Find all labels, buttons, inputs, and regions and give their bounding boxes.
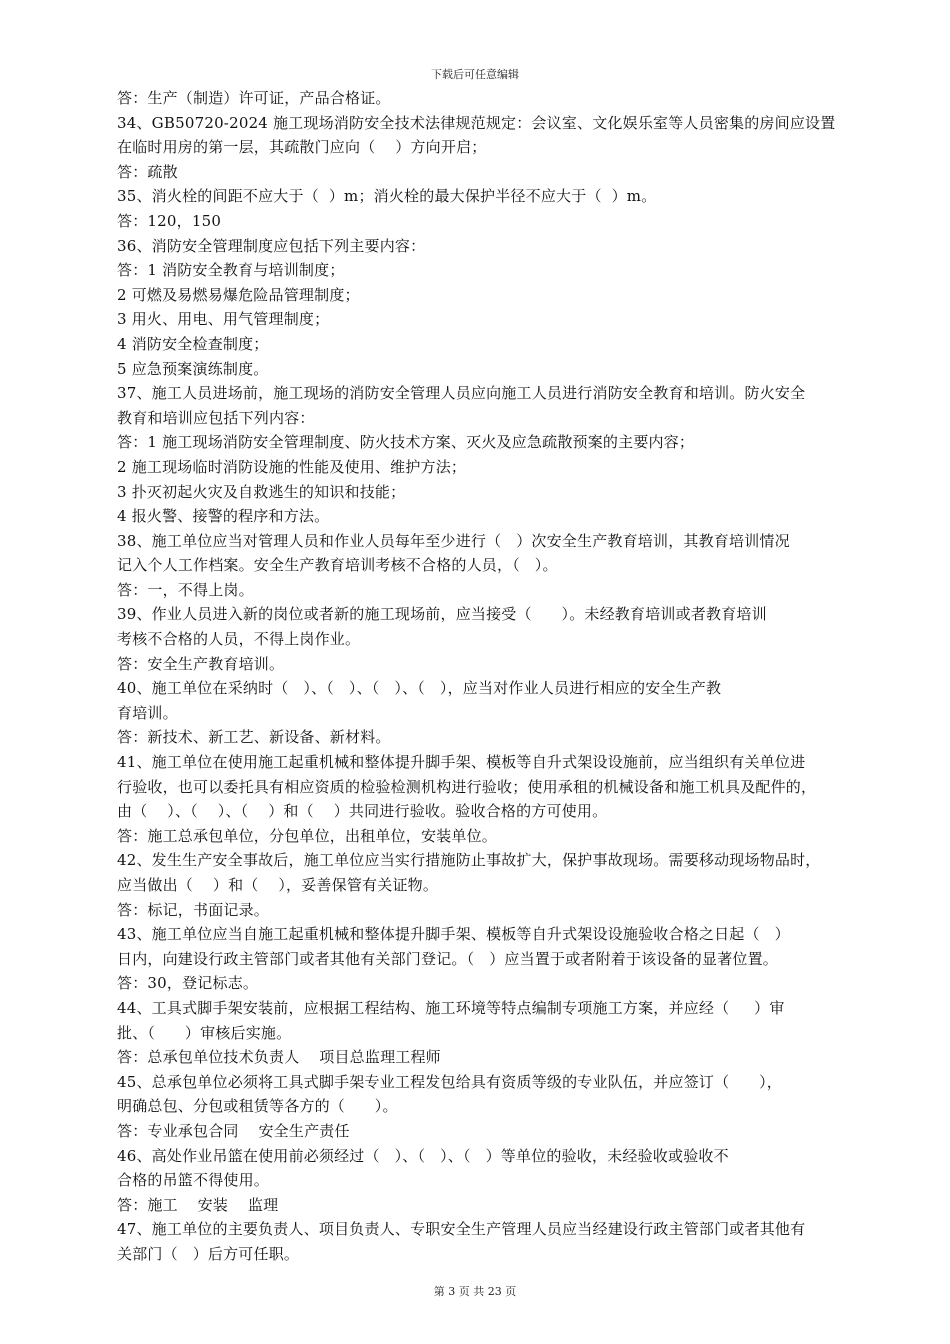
page-header: 下载后可任意编辑 (431, 68, 519, 81)
text-line: 3 用火、用电、用气管理制度； (117, 310, 330, 329)
text-line: 答：新技术、新工艺、新设备、新材料。 (117, 728, 391, 747)
text-line: 34、GB50720-2024 施工现场消防安全技术法律规范规定：会议室、文化娱乐室等人员密集的房间应设置 (117, 113, 836, 132)
text-line: 37、施工人员进场前，施工现场的消防安全管理人员应向施工人员进行消防安全教育和培训。防火安全 (117, 384, 806, 403)
text-line: 育培训。 (117, 703, 178, 722)
text-line: 答：标记，书面记录。 (117, 900, 270, 919)
text-line: 38、施工单位应当对管理人员和作业人员每年至少进行（ ）次安全生产教育培训，其教育培训情况 (117, 531, 790, 550)
text-line: 答：疏散 (117, 162, 178, 181)
text-line: 行验收，也可以委托具有相应资质的检验检测机构进行验收；使用承租的机械设备和施工机具及配件的， (117, 777, 817, 796)
text-line: 在临时用房的第一层，其疏散门应向（ ）方向开启； (117, 138, 487, 157)
text-line: 考核不合格的人员，不得上岗作业。 (117, 630, 361, 649)
text-line: 记入个人工作档案。安全生产教育培训考核不合格的人员，（ ）。 (117, 556, 558, 575)
text-line: 关部门（ ）后方可任职。 (117, 1244, 300, 1263)
text-line: 44、工具式脚手架安装前，应根据工程结构、施工环境等特点编制专项施工方案，并应经（ ）审 (117, 998, 785, 1017)
text-line: 39、作业人员进入新的岗位或者新的施工现场前，应当接受（ ）。未经教育培训或者教育培训 (117, 605, 767, 624)
text-line: 明确总包、分包或租赁等各方的（ ）。 (117, 1097, 398, 1116)
text-line: 35、消火栓的间距不应大于（ ）m；消火栓的最大保护半径不应大于（ ）m。 (117, 187, 657, 206)
text-line: 2 可燃及易燃易爆危险品管理制度； (117, 285, 360, 304)
text-line: 2 施工现场临时消防设施的性能及使用、维护方法； (117, 457, 467, 476)
text-line: 答：一，不得上岗。 (117, 580, 254, 599)
text-line: 答：施工总承包单位，分包单位，出租单位，安装单位。 (117, 826, 498, 845)
text-line: 3 扑灭初起火灾及自救逃生的知识和技能； (117, 482, 406, 501)
text-line: 答：总承包单位技术负责人 项目总监理工程师 (117, 1048, 441, 1067)
text-line: 5 应急预案演练制度。 (117, 359, 269, 378)
text-line: 46、高处作业吊篮在使用前必须经过（ ）、（ ）、（ ）等单位的验收，未经验收或验收不 (117, 1146, 729, 1165)
text-line: 45、总承包单位必须将工具式脚手架专业工程发包给具有资质等级的专业队伍，并应签订（ ）， (117, 1072, 782, 1091)
text-line: 41、施工单位在使用施工起重机械和整体提升脚手架、模板等自升式架设设施前，应当组织有关单位进 (117, 753, 806, 772)
text-line: 教育和培训应包括下列内容： (117, 408, 315, 427)
text-line: 36、消防安全管理制度应包括下列主要内容： (117, 236, 426, 255)
document-body (117, 86, 885, 1267)
text-line: 4 消防安全检查制度； (117, 334, 269, 353)
text-line: 答：1 消防安全教育与培训制度； (117, 261, 345, 280)
text-line: 答：1 施工现场消防安全管理制度、防火技术方案、灭火及应急疏散预案的主要内容； (117, 433, 695, 452)
text-line: 答：120，150 (117, 211, 222, 230)
text-line: 答：专业承包合同 安全生产责任 (117, 1121, 350, 1140)
text-line: 答：30，登记标志。 (117, 974, 259, 993)
text-line: 批、（ ）审核后实施。 (117, 1023, 292, 1042)
text-line: 合格的吊篮不得使用。 (117, 1171, 270, 1190)
text-line: 47、施工单位的主要负责人、项目负责人、专职安全生产管理人员应当经建设行政主管部门或者其他有 (117, 1220, 806, 1239)
text-line: 由（ ）、（ ）、（ ）和（ ）共同进行验收。验收合格的方可使用。 (117, 802, 608, 821)
text-line: 4 报火警、接警的程序和方法。 (117, 507, 330, 526)
text-line: 40、施工单位在采纳时（ ）、（ ）、（ ）、（ ），应当对作业人员进行相应的安全生产教 (117, 679, 722, 698)
page-footer: 第 3 页 共 23 页 (433, 1285, 517, 1298)
text-line: 43、施工单位应当自施工起重机械和整体提升脚手架、模板等自升式架设设施验收合格之日起（ ） (117, 925, 790, 944)
text-line: 答：生产（制造）许可证，产品合格证。 (117, 89, 391, 107)
text-line: 答：施工 安装 监理 (117, 1195, 279, 1214)
text-line: 日内，向建设行政主管部门或者其他有关部门登记。（ ）应当置于或者附着于该设备的显著位置。 (117, 949, 779, 968)
text-line: 42、发生生产安全事故后，施工单位应当实行措施防止事故扩大，保护事故现场。需要移动现场物品时， (117, 851, 821, 870)
text-line: 答：安全生产教育培训。 (117, 654, 285, 673)
text-line: 应当做出（ ）和（ ），妥善保管有关证物。 (117, 876, 439, 894)
